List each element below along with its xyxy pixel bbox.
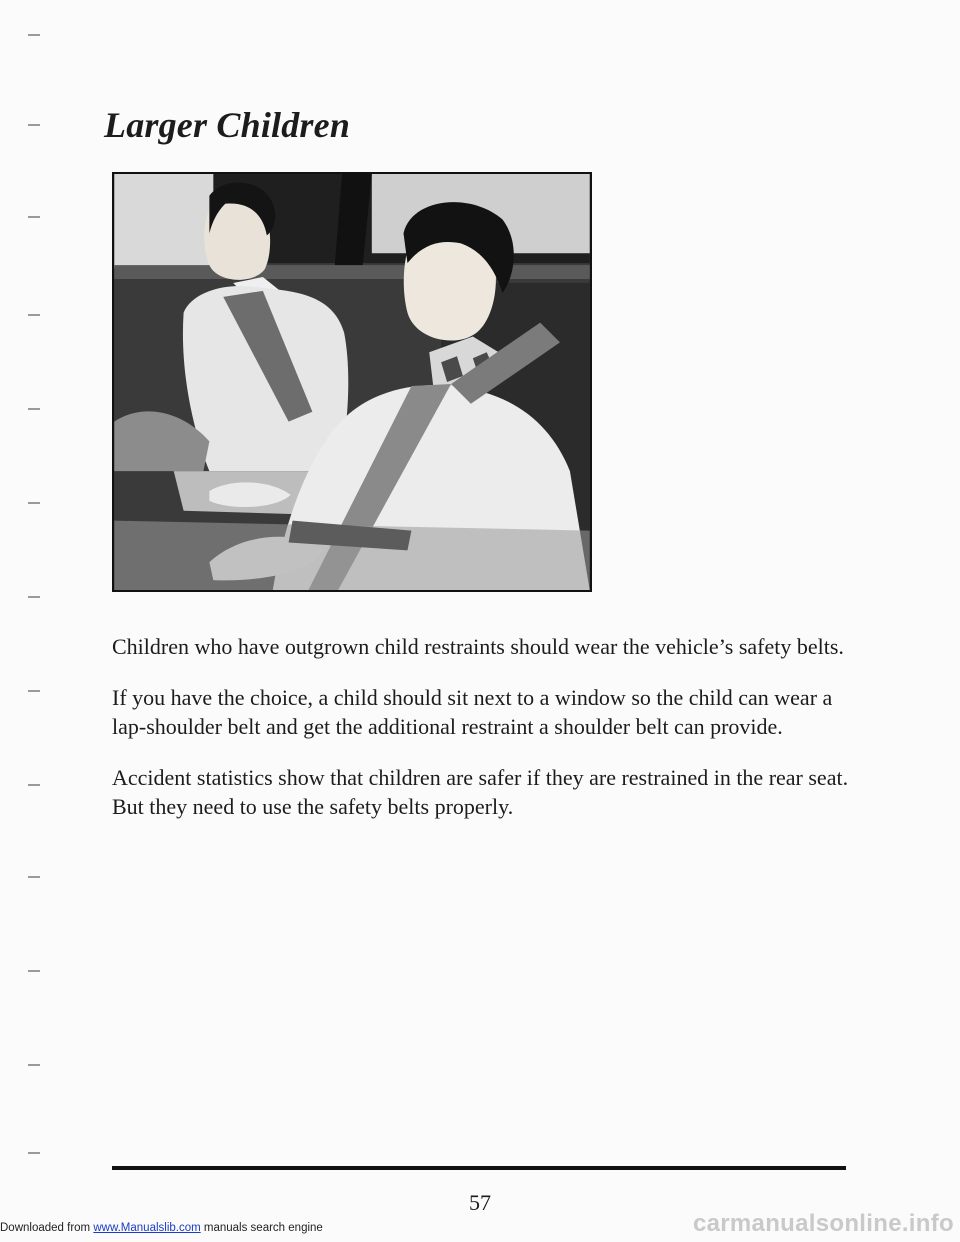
paragraph-outgrown-restraints: Children who have outgrown child restraints should wear the vehicle’s safety belts. [112,634,844,659]
paragraph-window-seat: If you have the choice, a child should sit next to a window so the child can wear a lap-shoulder belt and get the additional restraint a shoulder belt can provide. [112,685,833,739]
body-text [112,632,852,843]
illustration-children-in-safety-belts [112,172,592,592]
page-title: Larger Children [104,105,351,145]
footer-rule [112,1166,846,1170]
page-number: 57 [469,1190,491,1215]
footer-suffix: manuals search engine [200,1222,323,1234]
footer-prefix: Downloaded from [0,1222,94,1234]
watermark: carmanualsonline.info [692,1210,954,1237]
binding-margin-marks [0,0,60,1242]
paragraph-rear-seat-statistics: Accident statistics show that children are safer if they are restrained in the rear seat. But they need to use the safety belts properly. [112,765,849,819]
manualslib-link[interactable]: www.Manualslib.com [93,1222,201,1234]
